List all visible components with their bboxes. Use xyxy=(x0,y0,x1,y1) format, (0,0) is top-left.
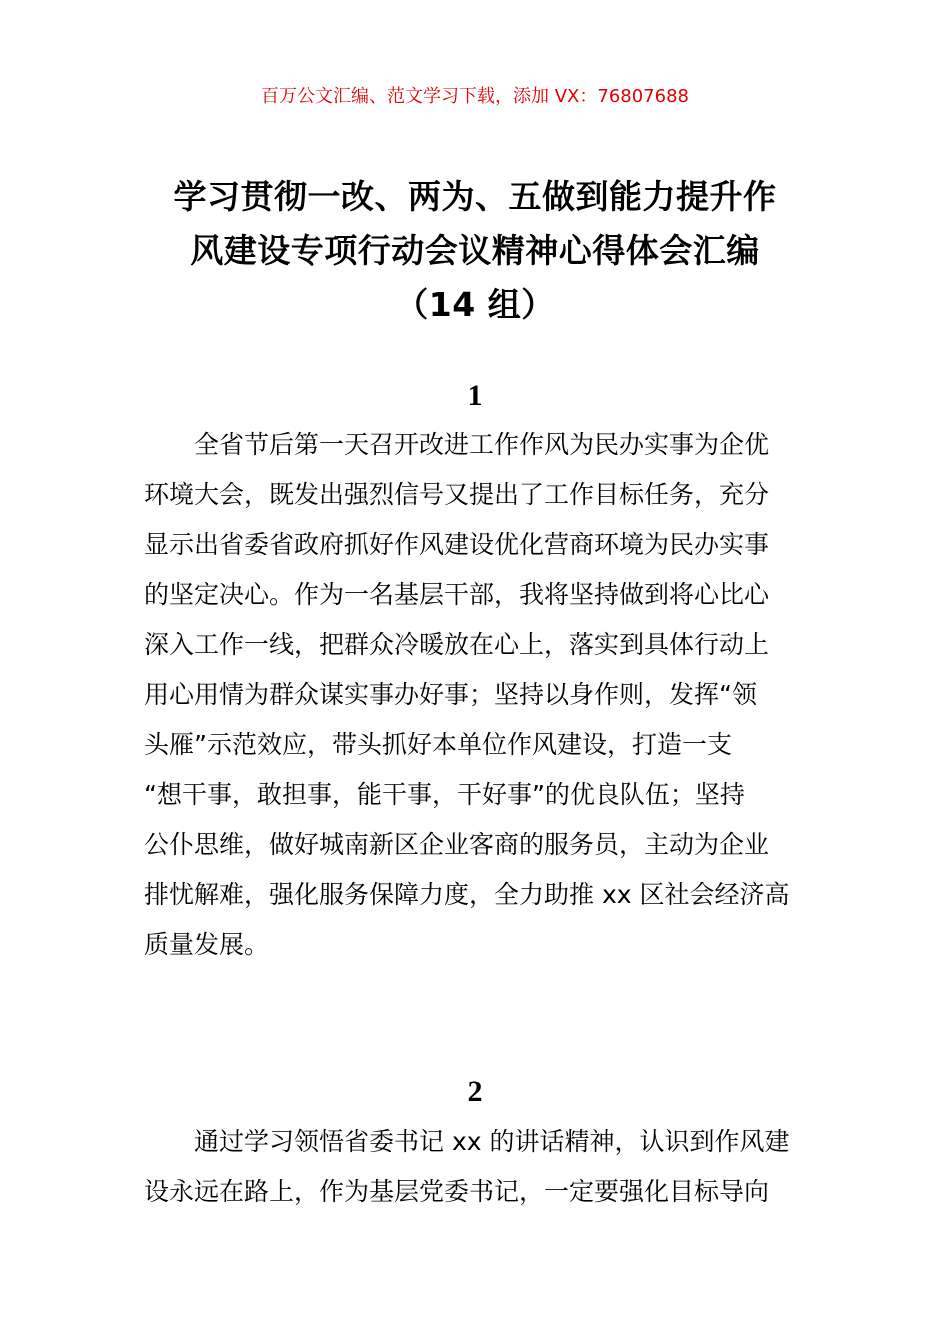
paragraph-line: 显示出省委省政府抓好作风建设优化营商环境为民办实事 xyxy=(144,530,770,559)
paragraph-line: 深入工作一线，把群众冷暖放在心上，落实到具体行动上 xyxy=(144,630,770,659)
paragraph-line: 排忧解难，强化服务保障力度，全力助推 xx 区社会经济高 xyxy=(144,880,790,909)
section-number: 1 xyxy=(467,379,483,412)
document-title xyxy=(120,170,830,332)
paragraph-line: “想干事，敢担事，能干事，干好事”的优良队伍；坚持 xyxy=(144,780,745,809)
title-line: （14 组） xyxy=(395,285,555,324)
title-line: 学习贯彻一改、两为、五做到能力提升作 xyxy=(173,177,777,216)
paragraph-line: 设永远在路上，作为基层党委书记，一定要强化目标导向 xyxy=(144,1177,770,1206)
paragraph-line: 用心用情为群众谋实事办好事；坚持以身作则，发挥“领 xyxy=(144,680,757,709)
paragraph-line: 通过学习领悟省委书记 xx 的讲话精神，认识到作风建 xyxy=(194,1127,790,1156)
section-2-paragraph xyxy=(144,1117,808,1217)
paragraph-line: 的坚定决心。作为一名基层干部，我将坚持做到将心比心 xyxy=(144,580,770,609)
section-1-paragraph xyxy=(144,420,808,970)
section-number: 2 xyxy=(467,1075,483,1108)
paragraph-line: 公仆思维，做好城南新区企业客商的服务员，主动为企业 xyxy=(144,830,770,859)
paragraph-line: 全省节后第一天召开改进工作作风为民办实事为企优 xyxy=(194,430,770,459)
header-note: 百万公文汇编、范文学习下载，添加 VX：76807688 xyxy=(261,86,689,107)
paragraph-line: 质量发展。 xyxy=(144,930,270,959)
paragraph-line: 环境大会，既发出强烈信号又提出了工作目标任务，充分 xyxy=(144,480,770,509)
paragraph-line: 头雁”示范效应，带头抓好本单位作风建设，打造一支 xyxy=(144,730,732,759)
title-line: 风建设专项行动会议精神心得体会汇编 xyxy=(190,231,760,270)
